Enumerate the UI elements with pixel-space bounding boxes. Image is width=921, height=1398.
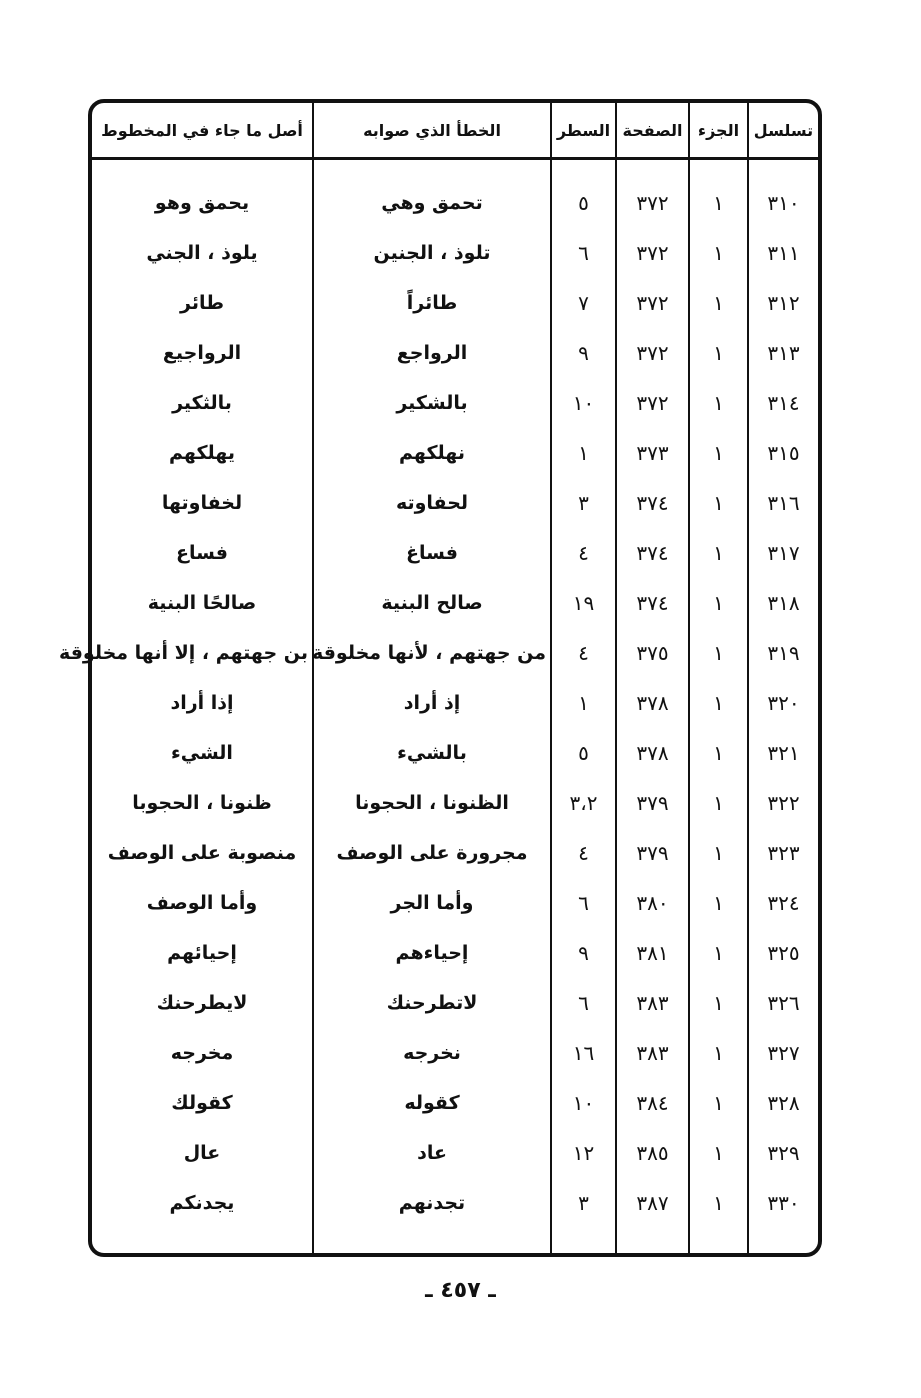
- cell-wrong-text: الظنونا ، الحجونا: [313, 778, 551, 828]
- cell-page: ٣٧٨: [616, 728, 689, 778]
- cell-part: ١: [689, 228, 748, 278]
- table-row: [92, 478, 818, 528]
- cell-wrong-text: نهلكهم: [313, 428, 551, 478]
- cell-page: ٣٨٥: [616, 1128, 689, 1178]
- top-spacer-row: [92, 159, 818, 179]
- table-row: [92, 328, 818, 378]
- cell-line: ٩: [551, 328, 616, 378]
- cell-original-text: يحمق وهو: [92, 178, 313, 228]
- table-row: [92, 778, 818, 828]
- cell-line: ٥: [551, 178, 616, 228]
- bottom-filler-row: [92, 1228, 818, 1253]
- cell-original-text: يلوذ ، الجني: [92, 228, 313, 278]
- cell-line: ٣: [551, 478, 616, 528]
- cell-wrong-text: الرواجع: [313, 328, 551, 378]
- cell-wrong-text: تحمق وهي: [313, 178, 551, 228]
- cell-original-text: إحيائهم: [92, 928, 313, 978]
- cell-wrong-text: بالشكير: [313, 378, 551, 428]
- cell-serial: ٣٢٩: [748, 1128, 818, 1178]
- cell-serial: ٣٢٥: [748, 928, 818, 978]
- cell-serial: ٣١١: [748, 228, 818, 278]
- cell-line: ١٦: [551, 1028, 616, 1078]
- cell-part: ١: [689, 628, 748, 678]
- cell-serial: ٣٣٠: [748, 1178, 818, 1228]
- cell-serial: ٣١٩: [748, 628, 818, 678]
- cell-page: ٣٧٢: [616, 378, 689, 428]
- cell-line: ٦: [551, 228, 616, 278]
- cell-original-text: طائر: [92, 278, 313, 328]
- cell-page: ٣٧٩: [616, 828, 689, 878]
- table-row: [92, 278, 818, 328]
- cell-original-text: الشيء: [92, 728, 313, 778]
- cell-line: ٤: [551, 628, 616, 678]
- cell-serial: ٣٢٠: [748, 678, 818, 728]
- cell-page: ٣٧٢: [616, 228, 689, 278]
- cell-part: ١: [689, 778, 748, 828]
- cell-line: ٣،٢: [551, 778, 616, 828]
- cell-serial: ٣١٦: [748, 478, 818, 528]
- cell-wrong-text: إحياءهم: [313, 928, 551, 978]
- cell-part: ١: [689, 1128, 748, 1178]
- cell-line: ٧: [551, 278, 616, 328]
- table-row: [92, 1078, 818, 1128]
- cell-serial: ٣١٧: [748, 528, 818, 578]
- cell-page: ٣٧٤: [616, 578, 689, 628]
- cell-wrong-text: لاتطرحنك: [313, 978, 551, 1028]
- table-row: [92, 378, 818, 428]
- table-row: [92, 878, 818, 928]
- cell-part: ١: [689, 878, 748, 928]
- cell-wrong-text: طائراً: [313, 278, 551, 328]
- cell-original-text: منصوبة على الوصف: [92, 828, 313, 878]
- cell-serial: ٣١٠: [748, 178, 818, 228]
- cell-line: ٣: [551, 1178, 616, 1228]
- cell-page: ٣٧٢: [616, 178, 689, 228]
- table-row: [92, 528, 818, 578]
- cell-original-text: كقولك: [92, 1078, 313, 1128]
- cell-part: ١: [689, 928, 748, 978]
- cell-page: ٣٧٥: [616, 628, 689, 678]
- cell-page: ٣٨١: [616, 928, 689, 978]
- cell-page: ٣٧٣: [616, 428, 689, 478]
- header-serial: تسلسل: [748, 103, 818, 159]
- header-page: الصفحة: [616, 103, 689, 159]
- cell-original-text: الرواجيع: [92, 328, 313, 378]
- cell-original-text: إذا أراد: [92, 678, 313, 728]
- cell-wrong-text: لحفاوته: [313, 478, 551, 528]
- cell-wrong-text: فساغ: [313, 528, 551, 578]
- cell-wrong-text: تجدنهم: [313, 1178, 551, 1228]
- table-row: [92, 428, 818, 478]
- cell-line: ٩: [551, 928, 616, 978]
- cell-page: ٣٨٠: [616, 878, 689, 928]
- cell-serial: ٣٢٨: [748, 1078, 818, 1128]
- cell-part: ١: [689, 328, 748, 378]
- header-part: الجزء: [689, 103, 748, 159]
- cell-original-text: وأما الوصف: [92, 878, 313, 928]
- table-row: [92, 1178, 818, 1228]
- cell-line: ٤: [551, 528, 616, 578]
- table-row: [92, 578, 818, 628]
- errata-table-frame: [58, 99, 822, 1257]
- cell-part: ١: [689, 528, 748, 578]
- cell-page: ٣٨٤: [616, 1078, 689, 1128]
- cell-wrong-text: عاد: [313, 1128, 551, 1178]
- table-row: [92, 678, 818, 728]
- cell-part: ١: [689, 1028, 748, 1078]
- header-wrong: الخطأ الذي صوابه: [313, 103, 551, 159]
- cell-wrong-text: من جهتهم ، لأنها مخلوقة: [313, 628, 551, 678]
- cell-line: ١٠: [551, 378, 616, 428]
- page-number: ـ ٤٥٧ ـ: [425, 1278, 496, 1303]
- cell-part: ١: [689, 428, 748, 478]
- table-row: [92, 1028, 818, 1078]
- cell-part: ١: [689, 828, 748, 878]
- cell-serial: ٣٢٣: [748, 828, 818, 878]
- cell-original-text: فساع: [92, 528, 313, 578]
- cell-serial: ٣١٢: [748, 278, 818, 328]
- cell-original-text: صالحًا البنية: [92, 578, 313, 628]
- cell-line: ٤: [551, 828, 616, 878]
- cell-page: ٣٨٣: [616, 1028, 689, 1078]
- cell-page: ٣٧٢: [616, 328, 689, 378]
- cell-wrong-text: وأما الجر: [313, 878, 551, 928]
- cell-wrong-text: تلوذ ، الجنين: [313, 228, 551, 278]
- cell-serial: ٣٢٧: [748, 1028, 818, 1078]
- cell-line: ٦: [551, 878, 616, 928]
- cell-wrong-text: صالح البنية: [313, 578, 551, 628]
- cell-wrong-text: كقوله: [313, 1078, 551, 1128]
- cell-serial: ٣٢٤: [748, 878, 818, 928]
- table-row: [92, 928, 818, 978]
- cell-serial: ٣١٥: [748, 428, 818, 478]
- cell-serial: ٣٢١: [748, 728, 818, 778]
- cell-original-text: مخرجه: [92, 1028, 313, 1078]
- cell-line: ١: [551, 678, 616, 728]
- cell-serial: ٣١٣: [748, 328, 818, 378]
- cell-part: ١: [689, 678, 748, 728]
- cell-page: ٣٧٤: [616, 528, 689, 578]
- cell-line: ١٢: [551, 1128, 616, 1178]
- cell-line: ٦: [551, 978, 616, 1028]
- cell-wrong-text: نخرجه: [313, 1028, 551, 1078]
- cell-serial: ٣١٨: [748, 578, 818, 628]
- cell-wrong-text: مجرورة على الوصف: [313, 828, 551, 878]
- cell-line: ١: [551, 428, 616, 478]
- cell-page: ٣٧٨: [616, 678, 689, 728]
- cell-serial: ٣٢٢: [748, 778, 818, 828]
- cell-part: ١: [689, 378, 748, 428]
- cell-original-text: عال: [92, 1128, 313, 1178]
- table-row: [92, 628, 818, 678]
- cell-serial: ٣٢٦: [748, 978, 818, 1028]
- table-header-row: [92, 103, 818, 159]
- cell-line: ٥: [551, 728, 616, 778]
- cell-line: ١٩: [551, 578, 616, 628]
- cell-page: ٣٧٩: [616, 778, 689, 828]
- cell-original-text: بالثكير: [92, 378, 313, 428]
- cell-part: ١: [689, 578, 748, 628]
- cell-wrong-text: إذ أراد: [313, 678, 551, 728]
- cell-part: ١: [689, 1078, 748, 1128]
- cell-part: ١: [689, 178, 748, 228]
- cell-page: ٣٧٤: [616, 478, 689, 528]
- cell-page: ٣٨٣: [616, 978, 689, 1028]
- table-row: [92, 728, 818, 778]
- table-row: [92, 978, 818, 1028]
- cell-original-text: لخفاوتها: [92, 478, 313, 528]
- cell-page: ٣٨٧: [616, 1178, 689, 1228]
- table-row: [92, 228, 818, 278]
- cell-original-text: يجدنكم: [92, 1178, 313, 1228]
- header-line: السطر: [551, 103, 616, 159]
- cell-original-text: ظنونا ، الحجوبا: [92, 778, 313, 828]
- cell-part: ١: [689, 1178, 748, 1228]
- cell-line: ١٠: [551, 1078, 616, 1128]
- cell-serial: ٣١٤: [748, 378, 818, 428]
- header-original: أصل ما جاء في المخطوط: [92, 103, 313, 159]
- cell-part: ١: [689, 978, 748, 1028]
- cell-part: ١: [689, 478, 748, 528]
- cell-part: ١: [689, 278, 748, 328]
- table-row: [92, 828, 818, 878]
- table-row: [92, 1128, 818, 1178]
- cell-original-text: لايطرحنك: [92, 978, 313, 1028]
- cell-page: ٣٧٢: [616, 278, 689, 328]
- table-row: [92, 178, 818, 228]
- cell-wrong-text: بالشيء: [313, 728, 551, 778]
- errata-table: [58, 103, 818, 1253]
- cell-part: ١: [689, 728, 748, 778]
- cell-original-text: يهلكهم: [92, 428, 313, 478]
- cell-original-text: بن جهتهم ، إلا أنها مخلوقة: [92, 628, 313, 678]
